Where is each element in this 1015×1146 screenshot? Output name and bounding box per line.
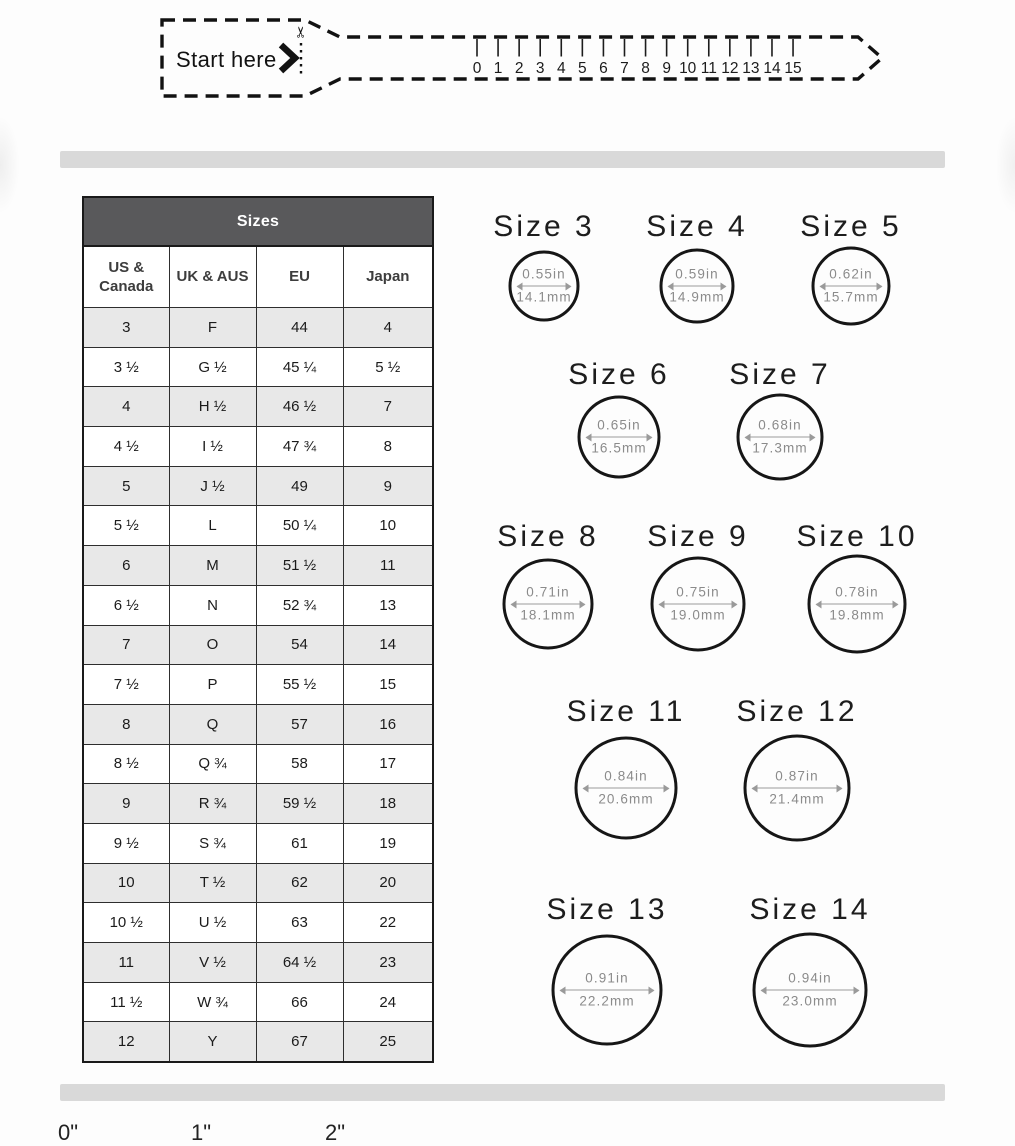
table-cell: V ½: [169, 943, 256, 983]
table-cell: Y: [169, 1022, 256, 1062]
ruler-tick-label: 8: [641, 60, 650, 77]
table-row: [83, 982, 433, 1022]
diameter-inches: 0.94in: [788, 970, 832, 986]
table-cell: 67: [256, 1022, 343, 1062]
table-row: [83, 506, 433, 546]
table-cell: 58: [256, 744, 343, 784]
table-cell: 16: [343, 704, 433, 744]
ring-circle: [651, 557, 746, 652]
table-cell: 22: [343, 903, 433, 943]
diameter-mm: 18.1mm: [520, 607, 576, 623]
sizes-table: [82, 196, 434, 1063]
diameter-inches: 0.75in: [676, 584, 720, 600]
table-cell: 49: [256, 466, 343, 506]
table-cell: 3: [83, 308, 169, 348]
table-cell: 10 ½: [83, 903, 169, 943]
table-cell: 14: [343, 625, 433, 665]
table-cell: 5 ½: [83, 506, 169, 546]
table-cell: 64 ½: [256, 943, 343, 983]
table-cell: U ½: [169, 903, 256, 943]
table-cell: 46 ½: [256, 387, 343, 427]
table-cell: P: [169, 665, 256, 705]
ring-circle: [744, 735, 851, 842]
divider-bar-bottom: [60, 1084, 945, 1101]
ring-circle: [552, 935, 663, 1046]
table-cell: 11 ½: [83, 982, 169, 1022]
inch-mark-label: 2": [325, 1120, 346, 1145]
ruler-tick-label: 3: [535, 60, 545, 77]
ring-circle: [808, 555, 907, 654]
table-cell: 4 ½: [83, 427, 169, 467]
ruler-tick-label: 10: [679, 60, 697, 77]
table-cell: 11: [83, 943, 169, 983]
diameter-arrow-icon: [584, 787, 669, 789]
ruler-tick-label: 9: [662, 60, 671, 77]
table-cell: 5 ½: [343, 347, 433, 387]
table-cell: 3 ½: [83, 347, 169, 387]
ring-size-title: Size 10: [796, 520, 918, 553]
table-cell: 11: [343, 546, 433, 586]
column-header: UK & AUS: [169, 246, 256, 308]
ring-size-title: Size 9: [647, 520, 749, 553]
table-cell: G ½: [169, 347, 256, 387]
table-cell: 25: [343, 1022, 433, 1062]
ruler-tick-label: 4: [556, 60, 566, 77]
diameter-arrow-icon: [762, 989, 859, 991]
table-cell: 61: [256, 823, 343, 863]
chevron-right-icon: [281, 45, 295, 71]
table-cell: 19: [343, 823, 433, 863]
table-cell: J ½: [169, 466, 256, 506]
ring-circle: [575, 737, 678, 840]
ruler-tick-label: 6: [599, 60, 608, 77]
table-cell: 52 ¾: [256, 585, 343, 625]
ring-circle: [503, 559, 594, 650]
table-cell: 20: [343, 863, 433, 903]
table-row: [83, 546, 433, 586]
table-cell: M: [169, 546, 256, 586]
table-row: [83, 308, 433, 348]
diameter-arrow-icon: [817, 603, 898, 605]
table-cell: 8: [83, 704, 169, 744]
table-cell: 4: [343, 308, 433, 348]
table-cell: 5: [83, 466, 169, 506]
table-cell: 15: [343, 665, 433, 705]
table-row: [83, 863, 433, 903]
table-cell: 50 ¼: [256, 506, 343, 546]
ring-size-title: Size 3: [493, 210, 595, 243]
ring-sizer-strip: [0, 0, 1015, 125]
diameter-arrow-icon: [561, 989, 654, 991]
inch-mark-label: 0": [58, 1120, 79, 1145]
ruler-tick-label: 12: [721, 60, 739, 77]
diameter-mm: 14.1mm: [516, 289, 572, 305]
table-cell: Q: [169, 704, 256, 744]
start-here-label: Start here: [176, 47, 277, 72]
table-cell: 9 ½: [83, 823, 169, 863]
table-cell: 17: [343, 744, 433, 784]
diameter-inches: 0.65in: [597, 417, 641, 433]
ruler-tick-label: 0: [472, 60, 482, 77]
sizer-ruler: [473, 39, 802, 77]
diameter-mm: 19.0mm: [670, 607, 726, 623]
table-cell: 54: [256, 625, 343, 665]
table-row: [83, 347, 433, 387]
diameter-mm: 14.9mm: [669, 289, 725, 305]
ring-circle: [753, 933, 868, 1048]
ruler-tick-label: 1: [493, 60, 503, 77]
table-cell: 13: [343, 585, 433, 625]
ruler-tick-label: 2: [514, 60, 524, 77]
ring-circle: [812, 247, 891, 326]
table-row: [83, 784, 433, 824]
ring-size-title: Size 11: [566, 695, 686, 728]
table-cell: 51 ½: [256, 546, 343, 586]
diameter-inches: 0.68in: [758, 417, 802, 433]
inch-mark-label: 1": [191, 1120, 212, 1145]
diameter-arrow-icon: [587, 436, 652, 438]
divider-bar-top: [60, 151, 945, 168]
table-cell: 23: [343, 943, 433, 983]
ring-size-title: Size 4: [646, 210, 748, 243]
ring-size-title: Size 5: [800, 210, 902, 243]
table-cell: 18: [343, 784, 433, 824]
table-row: [83, 466, 433, 506]
ring-circle: [737, 394, 824, 481]
table-cell: S ¾: [169, 823, 256, 863]
ruler-tick-label: 13: [742, 60, 760, 77]
diameter-inches: 0.87in: [775, 768, 819, 784]
table-cell: 7 ½: [83, 665, 169, 705]
table-cell: 6 ½: [83, 585, 169, 625]
table-cell: 8 ½: [83, 744, 169, 784]
table-cell: 6: [83, 546, 169, 586]
table-cell: 66: [256, 982, 343, 1022]
ruler-tick-label: 11: [700, 60, 717, 77]
diameter-arrow-icon: [669, 285, 726, 287]
table-cell: 47 ¾: [256, 427, 343, 467]
table-cell: N: [169, 585, 256, 625]
table-row: [83, 665, 433, 705]
column-header: US & Canada: [83, 246, 169, 308]
table-title: Sizes: [83, 197, 433, 246]
diameter-inches: 0.91in: [585, 970, 629, 986]
diameter-mm: 20.6mm: [598, 791, 654, 807]
diameter-inches: 0.59in: [675, 266, 719, 282]
ruler-tick-label: 15: [784, 60, 802, 77]
diameter-mm: 17.3mm: [752, 440, 808, 456]
table-row: [83, 704, 433, 744]
table-cell: 55 ½: [256, 665, 343, 705]
table-cell: 44: [256, 308, 343, 348]
diameter-arrow-icon: [821, 285, 882, 287]
ring-size-title: Size 14: [749, 893, 871, 926]
table-cell: 63: [256, 903, 343, 943]
table-cell: 45 ¼: [256, 347, 343, 387]
ring-circle: [509, 251, 580, 322]
table-cell: W ¾: [169, 982, 256, 1022]
table-cell: I ½: [169, 427, 256, 467]
table-cell: 4: [83, 387, 169, 427]
diameter-inches: 0.78in: [835, 584, 879, 600]
diameter-arrow-icon: [518, 285, 571, 287]
table-row: [83, 744, 433, 784]
table-cell: 24: [343, 982, 433, 1022]
table-cell: T ½: [169, 863, 256, 903]
diameter-mm: 16.5mm: [591, 440, 647, 456]
table-cell: 7: [83, 625, 169, 665]
table-row: [83, 585, 433, 625]
table-row: [83, 943, 433, 983]
diameter-mm: 15.7mm: [823, 289, 879, 305]
diameter-mm: 23.0mm: [782, 993, 838, 1009]
ring-circle: [578, 396, 661, 479]
diameter-arrow-icon: [660, 603, 737, 605]
ring-size-title: Size 7: [729, 358, 831, 391]
table-cell: 57: [256, 704, 343, 744]
column-header: EU: [256, 246, 343, 308]
table-cell: 10: [343, 506, 433, 546]
table-cell: 10: [83, 863, 169, 903]
diameter-mm: 22.2mm: [579, 993, 635, 1009]
table-cell: 9: [343, 466, 433, 506]
ring-size-title: Size 8: [497, 520, 599, 553]
diameter-arrow-icon: [753, 787, 842, 789]
table-cell: 9: [83, 784, 169, 824]
table-cell: 8: [343, 427, 433, 467]
diameter-inches: 0.55in: [522, 266, 566, 282]
table-row: [83, 1022, 433, 1062]
ring-circle: [660, 249, 735, 324]
table-cell: 12: [83, 1022, 169, 1062]
ruler-tick-label: 14: [763, 60, 781, 77]
table-cell: H ½: [169, 387, 256, 427]
table-cell: R ¾: [169, 784, 256, 824]
diameter-arrow-icon: [746, 436, 815, 438]
column-header: Japan: [343, 246, 433, 308]
ring-size-title: Size 6: [568, 358, 670, 391]
table-row: [83, 427, 433, 467]
diameter-mm: 21.4mm: [769, 791, 825, 807]
table-cell: 62: [256, 863, 343, 903]
table-cell: 7: [343, 387, 433, 427]
diameter-inches: 0.71in: [526, 584, 570, 600]
table-row: [83, 823, 433, 863]
table-cell: L: [169, 506, 256, 546]
diameter-inches: 0.62in: [829, 266, 873, 282]
table-cell: 59 ½: [256, 784, 343, 824]
table-row: [83, 903, 433, 943]
table-cell: O: [169, 625, 256, 665]
table-row: [83, 387, 433, 427]
diameter-arrow-icon: [512, 603, 585, 605]
table-row: [83, 625, 433, 665]
diameter-inches: 0.84in: [604, 768, 648, 784]
ruler-tick-label: 7: [620, 60, 629, 77]
table-cell: F: [169, 308, 256, 348]
ruler-tick-label: 5: [578, 60, 587, 77]
diameter-mm: 19.8mm: [829, 607, 885, 623]
ring-size-title: Size 12: [736, 695, 858, 728]
scissors-icon: ✂: [292, 25, 310, 39]
table-cell: Q ¾: [169, 744, 256, 784]
ring-size-title: Size 13: [546, 893, 668, 926]
